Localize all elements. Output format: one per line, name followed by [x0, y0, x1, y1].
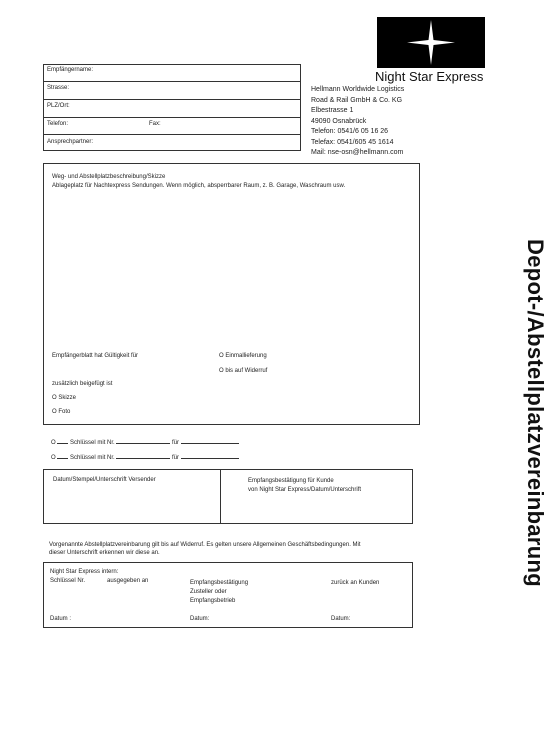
fax-label: Fax:: [149, 121, 161, 127]
key-for-label: für: [172, 440, 180, 446]
internal-issued-to: ausgegeben an: [107, 578, 149, 584]
internal-date-3: Datum:: [331, 616, 351, 622]
key-number-field[interactable]: [116, 437, 170, 444]
internal-box: [43, 562, 413, 628]
key-number-field[interactable]: [116, 452, 170, 459]
sender-signature-label: Datum/Stempel/Unterschrift Versender: [53, 477, 156, 483]
address-line: Mail: nse-osn@hellmann.com: [311, 149, 404, 156]
key-checkbox[interactable]: O: [51, 440, 56, 446]
address-line: Elbestrasse 1: [311, 107, 354, 114]
address-line: 49090 Osnabrück: [311, 117, 367, 125]
option-single-delivery[interactable]: O Einmallieferung: [219, 353, 267, 359]
internal-receipt-line1: Empfangsbestätigung: [190, 580, 249, 586]
address-line: Road & Rail GmbH & Co. KG: [311, 96, 403, 104]
key-checkbox[interactable]: O: [51, 455, 56, 461]
star-icon: [377, 17, 485, 68]
side-title: Depot-/Abstellplatzvereinbarung: [523, 239, 548, 587]
recipient-name-label: Empfängername:: [47, 67, 94, 73]
contact-person-label: Ansprechpartner:: [47, 139, 94, 145]
night-star-logo: [377, 17, 485, 68]
key-row: [51, 437, 239, 447]
street-label: Strasse:: [47, 85, 70, 91]
key-for-label: für: [172, 455, 180, 461]
key-count-field[interactable]: [57, 452, 68, 459]
internal-returned: zurück an Kunden: [331, 580, 380, 586]
phone-label: Telefon:: [47, 121, 69, 127]
internal-date-1: Datum :: [50, 616, 72, 622]
terms-line2: dieser Unterschrift erkennen wir diese an.: [49, 550, 160, 556]
recipient-table: [43, 64, 301, 151]
attached-label: zusätzlich beigefügt ist: [52, 381, 113, 387]
receipt-label-line2: von Night Star Express/Datum/Unterschrift: [248, 487, 362, 493]
description-subheading: Ablageplatz für Nachtexpress Sendungen. Wenn möglich, absperrbarer Raum, z. B. Garage, Waschraum usw.: [52, 183, 346, 189]
validity-label: Empfängerblatt hat Gültigkeit für: [52, 353, 139, 359]
description-heading: Weg- und Abstellplatzbeschreibung/Skizze: [52, 174, 166, 180]
key-number-label: Schlüssel mit Nr.: [70, 455, 115, 461]
terms-line1: Vorgenannte Abstellplatzvereinbarung gilt bis auf Widerruf. Es gelten unsere Allgemeinen Geschäftsbedingungen. Mit: [49, 542, 361, 548]
brand-name: Night Star Express: [375, 69, 484, 84]
internal-receipt-line3: Empfangsbetrieb: [190, 598, 236, 604]
zip-city-label: PLZ/Ort:: [47, 103, 70, 109]
address-line: Telefax: 0541/605 45 1614: [311, 138, 394, 146]
key-for-field[interactable]: [181, 452, 239, 459]
internal-date-2: Datum:: [190, 616, 210, 622]
key-for-field[interactable]: [181, 437, 239, 444]
internal-key-number: Schlüssel Nr.: [50, 578, 86, 584]
address-line: Hellmann Worldwide Logistics: [311, 86, 405, 93]
key-number-label: Schlüssel mit Nr.: [70, 440, 115, 446]
signature-box: [43, 469, 413, 524]
location-description-box: [43, 163, 420, 425]
internal-receipt-line2: Zusteller oder: [190, 589, 227, 595]
internal-title: Night Star Express intern:: [50, 569, 119, 575]
company-address: [311, 85, 404, 159]
key-count-field[interactable]: [57, 437, 68, 444]
option-sketch[interactable]: O Skizze: [52, 395, 77, 401]
receipt-label-line1: Empfangsbestätigung für Kunde: [248, 478, 334, 484]
address-line: Telefon: 0541/6 05 16 26: [311, 128, 389, 135]
option-until-revoked[interactable]: O bis auf Widerruf: [219, 368, 268, 374]
option-photo[interactable]: O Foto: [52, 409, 71, 415]
key-row: [51, 452, 239, 462]
